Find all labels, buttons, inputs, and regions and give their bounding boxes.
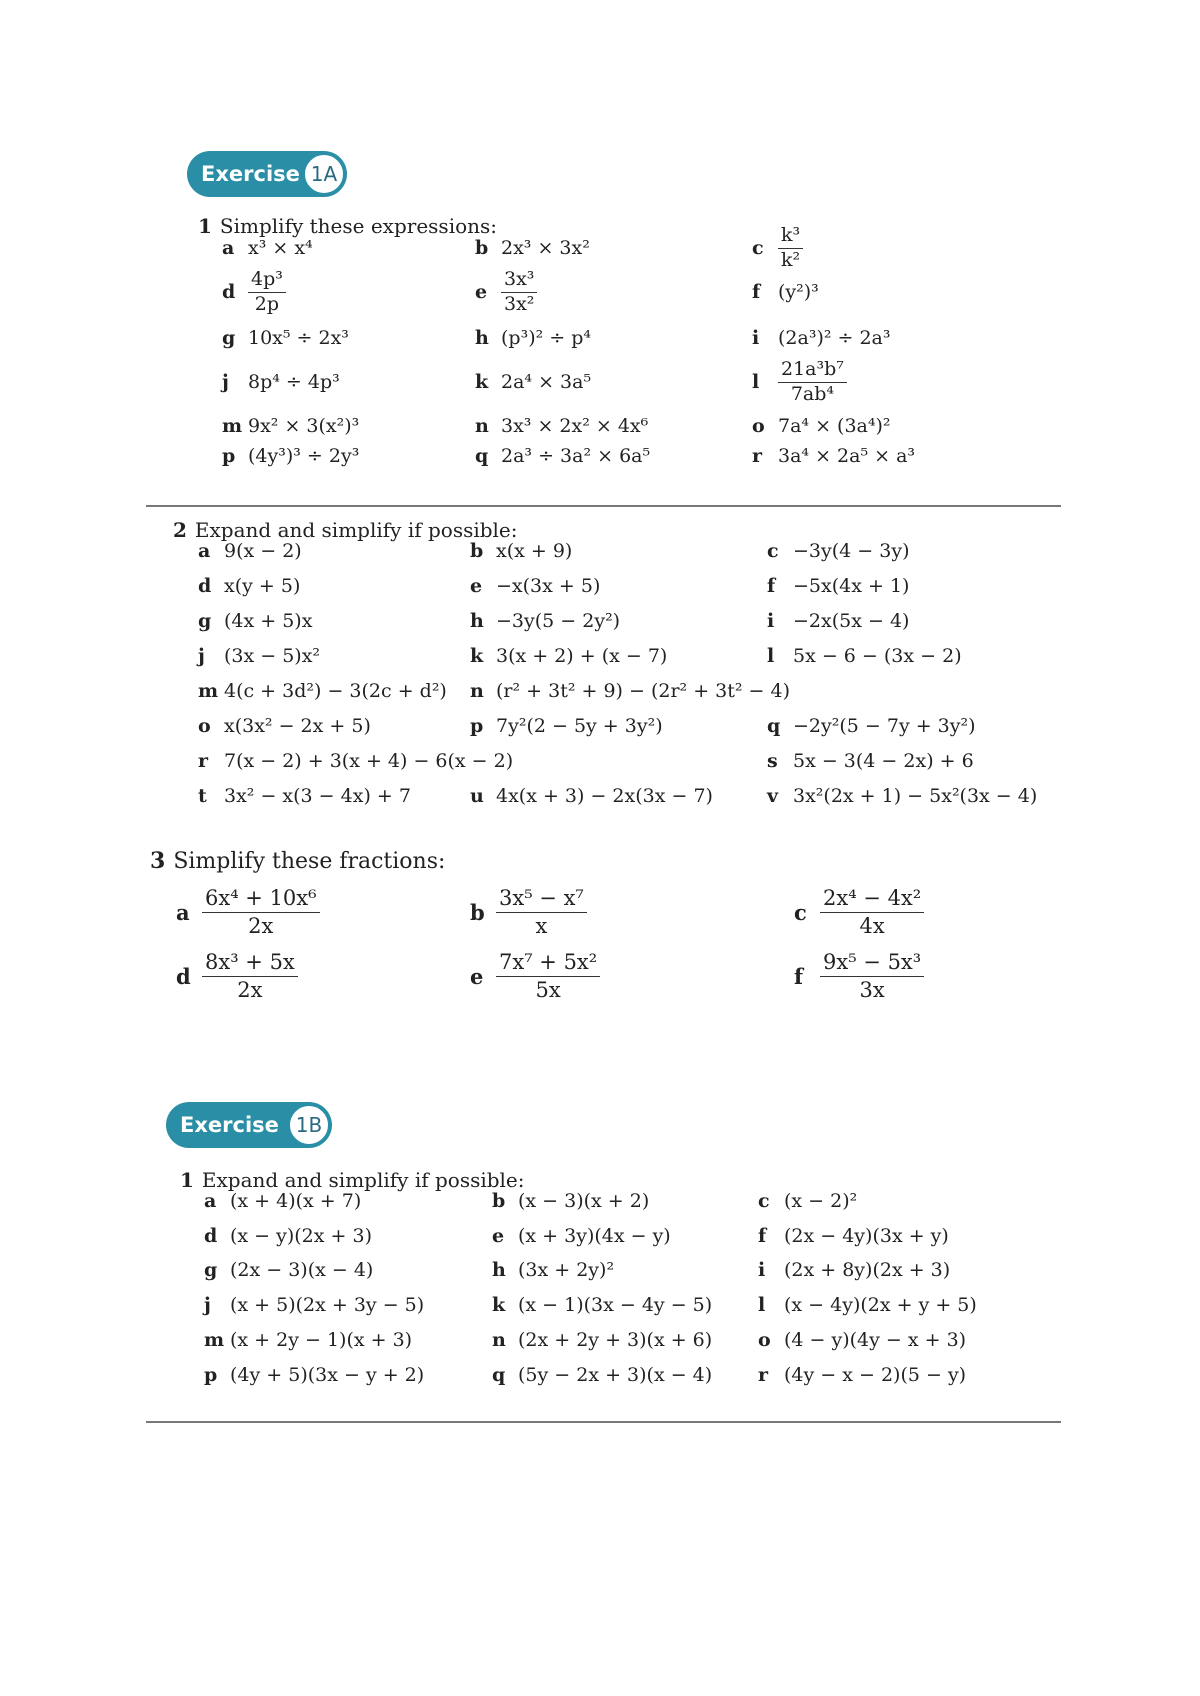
- exercise-item-n: [492, 1324, 712, 1356]
- expression: (4y + 5)(3x − y + 2): [230, 1364, 425, 1386]
- item-label: j: [198, 645, 205, 667]
- exercise-item-t: [198, 780, 411, 812]
- item-label: a: [176, 899, 190, 925]
- fraction: [496, 950, 600, 1001]
- exercise-item-n: [475, 410, 648, 442]
- fraction: [202, 950, 298, 1001]
- exercise-item-o: [758, 1324, 966, 1356]
- exercise-item-f: [758, 1220, 949, 1252]
- numerator: 2x⁴ − 4x²: [820, 886, 924, 912]
- denominator: 2p: [254, 292, 280, 315]
- item-label: d: [204, 1225, 218, 1247]
- exercise-item-d: [222, 267, 286, 315]
- fraction: [778, 359, 847, 406]
- exercise-item-u: [470, 780, 713, 812]
- exercise-item-c: [758, 1185, 857, 1217]
- item-label: l: [767, 645, 775, 667]
- numerator: k³: [778, 225, 803, 249]
- exercise-item-e: [470, 948, 600, 1004]
- expression: 5x − 6 − (3x − 2): [793, 645, 962, 667]
- item-label: o: [198, 715, 211, 737]
- fraction: [202, 886, 320, 937]
- item-label: q: [475, 445, 489, 467]
- item-label: i: [758, 1259, 766, 1281]
- exercise-item-q: [492, 1359, 712, 1391]
- item-label: g: [222, 327, 236, 349]
- exercise-item-b: [475, 232, 590, 264]
- expression: (3x + 2y)²: [518, 1259, 615, 1281]
- question-text: Simplify these expressions:: [219, 214, 498, 238]
- question-text: Simplify these fractions:: [173, 849, 446, 874]
- expression: x(3x² − 2x + 5): [224, 715, 371, 737]
- item-label: r: [752, 445, 763, 467]
- expression: (x − 2)²: [784, 1190, 858, 1212]
- exercise-item-g: [198, 605, 312, 637]
- item-label: h: [475, 327, 489, 349]
- denominator: 2x: [248, 913, 274, 938]
- expression: −2y²(5 − 7y + 3y²): [793, 715, 976, 737]
- exercise-item-h: [475, 322, 591, 354]
- numerator: 7x⁷ + 5x²: [496, 950, 600, 976]
- exercise-item-q: [475, 440, 650, 472]
- item-label: l: [758, 1294, 766, 1316]
- fraction: [248, 269, 286, 316]
- item-label: v: [767, 785, 779, 807]
- expression: 10x⁵ ÷ 2x³: [248, 327, 349, 349]
- item-label: d: [198, 575, 212, 597]
- item-label: r: [758, 1364, 769, 1386]
- item-label: e: [470, 963, 484, 989]
- item-label: l: [752, 371, 760, 393]
- expression: 7y²(2 − 5y + 3y²): [496, 715, 663, 737]
- exercise-item-g: [204, 1254, 373, 1286]
- exercise-item-n: [470, 675, 790, 707]
- exercise-item-l: [767, 640, 962, 672]
- item-label: j: [204, 1294, 211, 1316]
- exercise-item-f: [794, 948, 924, 1004]
- item-label: g: [198, 610, 212, 632]
- exercise-item-m: [204, 1324, 412, 1356]
- exercise-item-l: [752, 357, 847, 405]
- item-label: c: [767, 540, 779, 562]
- exercise-item-a: [198, 535, 302, 567]
- exercise-item-l: [758, 1289, 977, 1321]
- denominator: k²: [781, 248, 801, 271]
- exercise-item-r: [752, 440, 915, 472]
- question-text: Expand and simplify if possible:: [201, 1168, 525, 1192]
- question-3-heading: [150, 848, 445, 874]
- expression: (x − 3)(x + 2): [518, 1190, 650, 1212]
- exercise-item-k: [475, 366, 591, 398]
- expression: (x − y)(2x + 3): [230, 1225, 372, 1247]
- item-label: n: [492, 1329, 506, 1351]
- expression: x(y + 5): [224, 575, 301, 597]
- exercise-item-g: [222, 322, 349, 354]
- expression: (4 − y)(4y − x + 3): [784, 1329, 967, 1351]
- expression: 4x(x + 3) − 2x(3x − 7): [496, 785, 713, 807]
- exercise-item-j: [198, 640, 320, 672]
- expression: x³ × x⁴: [248, 237, 313, 259]
- item-label: m: [198, 680, 219, 702]
- expression: (2a³)² ÷ 2a³: [778, 327, 891, 349]
- item-label: p: [470, 715, 484, 737]
- expression: 3x² − x(3 − 4x) + 7: [224, 785, 411, 807]
- item-label: s: [767, 750, 778, 772]
- item-label: f: [758, 1225, 767, 1247]
- exercise-item-b: [492, 1185, 649, 1217]
- expression: 2a⁴ × 3a⁵: [501, 371, 592, 393]
- exercise-item-e: [492, 1220, 671, 1252]
- expression: 3x²(2x + 1) − 5x²(3x − 4): [793, 785, 1038, 807]
- item-label: h: [492, 1259, 506, 1281]
- expression: 5x − 3(4 − 2x) + 6: [793, 750, 974, 772]
- item-label: b: [475, 237, 489, 259]
- numerator: 21a³b⁷: [778, 359, 847, 383]
- exercise-item-q: [767, 710, 976, 742]
- expression: 3x³ × 2x² × 4x⁶: [501, 415, 649, 437]
- item-label: n: [475, 415, 489, 437]
- expression: (x + 3y)(4x − y): [518, 1225, 671, 1247]
- exercise-item-e: [470, 570, 600, 602]
- item-label: e: [475, 281, 488, 303]
- exercise-item-e: [475, 267, 537, 315]
- exercise-item-a: [176, 884, 320, 940]
- item-label: f: [767, 575, 776, 597]
- expression: 2a³ ÷ 3a² × 6a⁵: [501, 445, 651, 467]
- expression: (x + 5)(2x + 3y − 5): [230, 1294, 425, 1316]
- denominator: 7ab⁴: [790, 382, 835, 405]
- exercise-item-h: [470, 605, 620, 637]
- item-label: d: [222, 281, 236, 303]
- expression: −3y(4 − 3y): [793, 540, 910, 562]
- item-label: a: [222, 237, 235, 259]
- exercise-item-d: [176, 948, 298, 1004]
- expression: −x(3x + 5): [496, 575, 601, 597]
- expression: −5x(4x + 1): [793, 575, 910, 597]
- fraction: [501, 269, 537, 316]
- item-label: k: [470, 645, 484, 667]
- item-label: b: [470, 540, 484, 562]
- expression: (3x − 5)x²: [224, 645, 321, 667]
- item-label: f: [794, 963, 804, 989]
- exercise-item-j: [222, 366, 340, 398]
- expression: 2x³ × 3x²: [501, 237, 590, 259]
- item-label: c: [758, 1190, 770, 1212]
- item-label: i: [752, 327, 760, 349]
- numerator: 3x³: [501, 269, 537, 293]
- item-label: a: [204, 1190, 217, 1212]
- item-label: b: [492, 1190, 506, 1212]
- exercise-item-c: [794, 884, 924, 940]
- item-label: q: [767, 715, 781, 737]
- exercise-item-o: [752, 410, 891, 442]
- item-label: d: [176, 963, 191, 989]
- exercise-item-s: [767, 745, 974, 777]
- item-label: k: [492, 1294, 506, 1316]
- item-label: i: [767, 610, 775, 632]
- section-divider: [146, 505, 1061, 507]
- item-label: o: [758, 1329, 771, 1351]
- question-number: 1: [180, 1168, 194, 1192]
- exercise-item-m: [222, 410, 359, 442]
- item-label: f: [752, 281, 761, 303]
- exercise-item-b: [470, 884, 587, 940]
- expression: (4y³)³ ÷ 2y³: [248, 445, 360, 467]
- item-label: c: [794, 899, 807, 925]
- item-label: m: [222, 415, 243, 437]
- item-label: p: [222, 445, 236, 467]
- item-label: u: [470, 785, 484, 807]
- exercise-item-d: [198, 570, 300, 602]
- exercise-1a-badge: [187, 151, 347, 197]
- expression: 9x² × 3(x²)³: [248, 415, 360, 437]
- fraction: [820, 950, 924, 1001]
- exercise-item-a: [204, 1185, 361, 1217]
- expression: (x + 2y − 1)(x + 3): [230, 1329, 413, 1351]
- exercise-item-p: [204, 1359, 424, 1391]
- fraction: [778, 225, 803, 272]
- section-divider: [146, 1421, 1061, 1423]
- exercise-item-r: [758, 1359, 966, 1391]
- item-label: m: [204, 1329, 225, 1351]
- exercise-item-v: [767, 780, 1037, 812]
- exercise-item-k: [492, 1289, 712, 1321]
- exercise-item-i: [767, 605, 909, 637]
- denominator: 3x²: [504, 292, 535, 315]
- exercise-item-c: [752, 223, 803, 271]
- exercise-item-c: [767, 535, 909, 567]
- expression: 3(x + 2) + (x − 7): [496, 645, 668, 667]
- exercise-item-b: [470, 535, 572, 567]
- question-number: 2: [173, 518, 187, 542]
- numerator: 4p³: [248, 269, 286, 293]
- expression: −3y(5 − 2y²): [496, 610, 621, 632]
- item-label: q: [492, 1364, 506, 1386]
- expression: (4x + 5)x: [224, 610, 313, 632]
- expression: (2x − 4y)(3x + y): [784, 1225, 949, 1247]
- expression: 8p⁴ ÷ 4p³: [248, 371, 340, 393]
- question-number: 3: [150, 848, 166, 874]
- item-label: t: [198, 785, 207, 807]
- item-label: r: [198, 750, 209, 772]
- exercise-badge-number: 1B: [288, 1104, 330, 1146]
- exercise-item-o: [198, 710, 371, 742]
- exercise-item-a: [222, 232, 313, 264]
- item-label: p: [204, 1364, 218, 1386]
- numerator: 8x³ + 5x: [202, 950, 298, 976]
- exercise-item-j: [204, 1289, 424, 1321]
- exercise-item-r: [198, 745, 513, 777]
- denominator: x: [535, 913, 548, 938]
- numerator: 6x⁴ + 10x⁶: [202, 886, 320, 912]
- fraction: [820, 886, 924, 937]
- expression: (x − 4y)(2x + y + 5): [784, 1294, 977, 1316]
- exercise-item-f: [752, 276, 819, 308]
- exercise-item-i: [758, 1254, 950, 1286]
- expression: 7a⁴ × (3a⁴)²: [778, 415, 891, 437]
- expression: (4y − x − 2)(5 − y): [784, 1364, 967, 1386]
- denominator: 5x: [535, 977, 561, 1002]
- exercise-badge-number: 1A: [303, 153, 345, 195]
- expression: 7(x − 2) + 3(x + 4) − 6(x − 2): [224, 750, 514, 772]
- exercise-item-p: [222, 440, 359, 472]
- question-text: Expand and simplify if possible:: [194, 518, 518, 542]
- expression: (p³)² ÷ p⁴: [501, 327, 591, 349]
- numerator: 9x⁵ − 5x³: [820, 950, 924, 976]
- item-label: k: [475, 371, 489, 393]
- exercise-badge-label: Exercise: [201, 162, 300, 186]
- item-label: h: [470, 610, 484, 632]
- item-label: a: [198, 540, 211, 562]
- expression: 3a⁴ × 2a⁵ × a³: [778, 445, 916, 467]
- exercise-item-h: [492, 1254, 614, 1286]
- item-label: o: [752, 415, 765, 437]
- item-label: e: [492, 1225, 505, 1247]
- exercise-item-d: [204, 1220, 372, 1252]
- item-label: n: [470, 680, 484, 702]
- expression: (x − 1)(3x − 4y − 5): [518, 1294, 713, 1316]
- expression: (2x + 2y + 3)(x + 6): [518, 1329, 713, 1351]
- expression: 9(x − 2): [224, 540, 302, 562]
- exercise-item-k: [470, 640, 667, 672]
- expression: (y²)³: [778, 281, 819, 303]
- exercise-item-f: [767, 570, 909, 602]
- exercise-item-p: [470, 710, 663, 742]
- item-label: c: [752, 237, 764, 259]
- expression: x(x + 9): [496, 540, 573, 562]
- expression: −2x(5x − 4): [793, 610, 910, 632]
- item-label: e: [470, 575, 483, 597]
- numerator: 3x⁵ − x⁷: [496, 886, 587, 912]
- exercise-item-i: [752, 322, 891, 354]
- denominator: 4x: [859, 913, 885, 938]
- expression: 4(c + 3d²) − 3(2c + d²): [224, 680, 447, 702]
- exercise-item-m: [198, 675, 447, 707]
- denominator: 3x: [859, 977, 885, 1002]
- item-label: b: [470, 899, 485, 925]
- expression: (x + 4)(x + 7): [230, 1190, 362, 1212]
- exercise-1b-badge: [166, 1102, 332, 1148]
- expression: (r² + 3t² + 9) − (2r² + 3t² − 4): [496, 680, 790, 702]
- item-label: j: [222, 371, 229, 393]
- fraction: [496, 886, 587, 937]
- expression: (5y − 2x + 3)(x − 4): [518, 1364, 713, 1386]
- expression: (2x + 8y)(2x + 3): [784, 1259, 951, 1281]
- expression: (2x − 3)(x − 4): [230, 1259, 374, 1281]
- exercise-badge-label: Exercise: [180, 1113, 279, 1137]
- item-label: g: [204, 1259, 218, 1281]
- question-number: 1: [198, 214, 212, 238]
- denominator: 2x: [237, 977, 263, 1002]
